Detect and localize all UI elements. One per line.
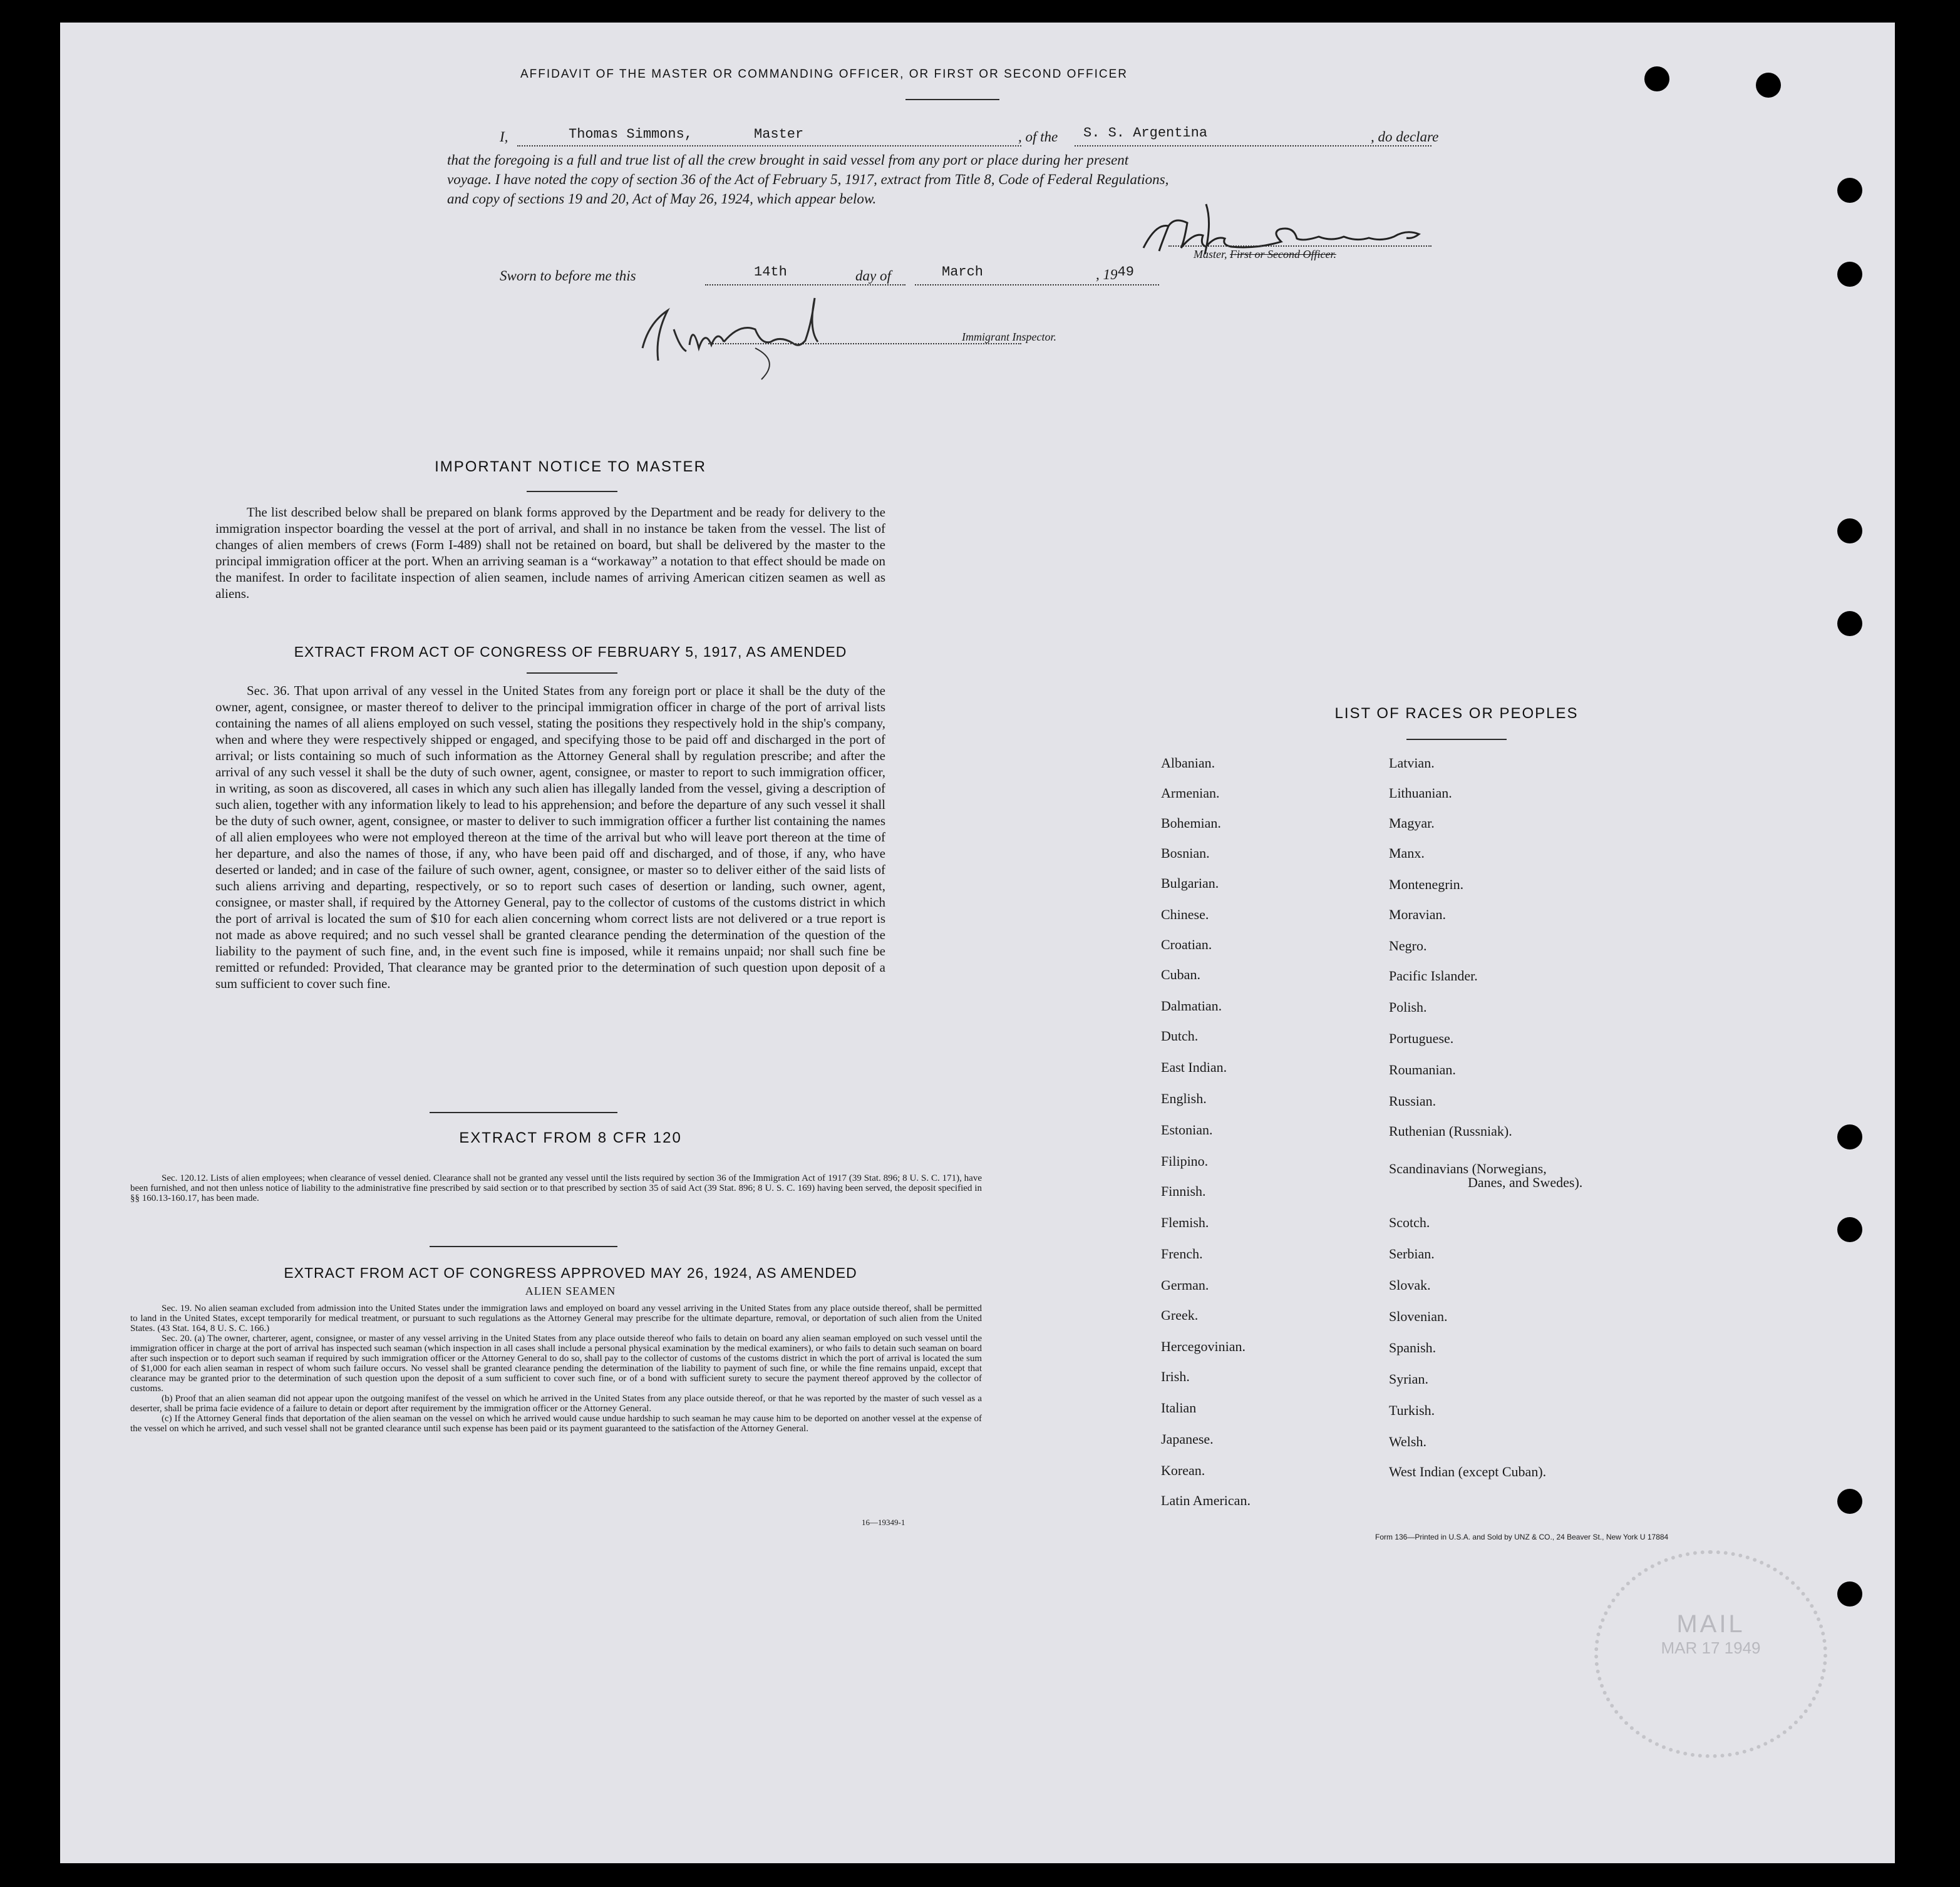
race-item: Slovenian. [1389,1309,1448,1324]
divider [430,1112,617,1113]
race-item: Cuban. [1161,967,1200,982]
race-item: Lithuanian. [1389,785,1452,801]
notice-title: IMPORTANT NOTICE TO MASTER [435,458,706,475]
punch-hole [1837,178,1862,203]
race-item: Bosnian. [1161,845,1210,861]
race-item: Estonian. [1161,1122,1213,1138]
sworn-year-suffix: 49 [1117,264,1134,280]
punch-hole [1837,611,1862,636]
printer-footer: Form 136—Printed in U.S.A. and Sold by UNZ & CO., 24 Beaver St., New York U 17884 [1375,1533,1669,1541]
punch-hole [1837,518,1862,543]
extract-1924-sec20b: (b) Proof that an alien seaman did not appear upon the outgoing manifest of the vessel on which he arrived in the United States from any place outside thereof, or that he was reported by the master of such vessel as a deserter, shall be prima facie evidence of a failure to detain or deport after requirement by the immigration officer or the Attorney General. [130,1394,982,1414]
race-item: Greek. [1161,1307,1199,1323]
race-item: Dalmatian. [1161,998,1222,1014]
race-item: Armenian. [1161,785,1220,801]
races-title: LIST OF RACES OR PEOPLES [1334,705,1579,722]
affidavit-i-label: I, [500,129,508,145]
divider [905,99,999,100]
mail-stamp [1594,1550,1827,1758]
race-item: Turkish. [1389,1402,1435,1418]
race-item: Pacific Islander. [1389,968,1478,984]
extract-1924-body [130,1303,982,1434]
punch-hole [1837,1217,1862,1242]
document-page [60,23,1895,1863]
divider [1406,739,1507,740]
extract-1924-subtitle: ALIEN SEAMEN [525,1285,616,1297]
race-item: Bohemian. [1161,815,1221,831]
race-item-extra: Danes, and Swedes). [1468,1175,1583,1190]
race-item: Scotch. [1389,1215,1430,1230]
do-declare-label: , do declare [1371,129,1439,145]
race-item: Russian. [1389,1093,1436,1109]
extract-1917-title: EXTRACT FROM ACT OF CONGRESS OF FEBRUARY 5, 1917, AS AMENDED [294,644,847,660]
extract-1917-text: Sec. 36. That upon arrival of any vessel in the United States from any foreign port or place it shall be the duty of the owner, agent, consignee, or master thereof to deliver to the principal immigration officer in charge of the port of arrival lists containing the names of all aliens employed on such vessel, stating the positions they respectively hold in the ship's company, when and where they were respectively shipped or engaged, and specifying those to be paid off and discharged in the port of arrival; or lists containing so much of such information as the Attorney General shall by regulation prescribe; and after the arrival of any such vessel it shall be the duty of such owner, agent, consignee, or master to report to such immigration officer, in writing, as soon as discovered, all cases in which any such alien has illegally landed from the vessel, giving a description of such alien, together with any information likely to lead to his apprehension; and before the departure of any such vessel it shall be the duty of such owner, agent, consignee, or master to deliver to such immigration officer a further list containing the names of all alien employees who were not employed thereon at the time of the arrival but who will leave port thereon at the time of her departure, and also the names of those, if any, who have been paid off and discharged, and of those, if any, who have deserted or landed; and in case of the failure of such owner, agent, consignee, or master so to deliver either of the said lists of such aliens arriving and departing, respectively, or so to report such cases of desertion or landing, such owner, agent, consignee, or master shall, if required by the Attorney General, pay to the collector of customs of the customs district in which the port of arrival is located the sum of $10 for each alien concerning whom correct lists are not delivered or a true report is not made as above required; and no such vessel shall be granted clearance pending the determination of the question of the liability to the payment of such fine, and, in the event such fine is imposed, while it remains unpaid; nor shall such fine be remitted or refunded: Provided, That clearance may be granted prior to the determination of such question upon deposit of a sum sufficient to cover such fine. [215,683,885,991]
race-item: Bulgarian. [1161,875,1219,891]
race-item: Croatian. [1161,937,1212,952]
signature-caption-struck: First or Second Officer. [1230,248,1336,260]
race-item: Chinese. [1161,907,1209,922]
race-item: Korean. [1161,1463,1205,1478]
of-the-label: , of the [1018,129,1058,145]
signature-caption [1194,248,1336,261]
race-item: Flemish. [1161,1215,1209,1230]
extract-1924-sec20a: Sec. 20. (a) The owner, charterer, agent, consignee, or master of any vessel arriving in the United States from any place outside thereof who fails to detain on board any alien seaman employed on such vessel until the immigration officer in charge at the port of arrival has inspected such seaman (which inspection in all cases shall include a personal physical examination by the medical examiners), or who fails to detain such seaman on board after such inspection or to deport such seaman if required by such immigration officer or the Attorney General to do so, shall pay to the collector of customs of the customs district in which the port of arrival is located the sum of $1,000 for each alien seaman in respect of whom such failure occurs. No vessel shall be granted clearance pending the determination of the liability to payment of such fine, or while the fine remains unpaid, except that clearance may be granted prior to the determination of such question upon the deposit of a sum sufficient to cover such fine, or of a bond with sufficient surety to secure the payment thereof approved by the collector of customs. [130,1334,982,1394]
vessel-name: S. S. Argentina [1083,125,1208,141]
sworn-day: 14th [754,264,787,280]
affidavit-title: AFFIDAVIT OF THE MASTER OR COMMANDING OFFICER, OR FIRST OR SECOND OFFICER [520,68,1128,81]
race-item: Irish. [1161,1369,1190,1384]
master-name: Thomas Simmons, [569,126,693,142]
sworn-year-prefix: , 19 [1096,267,1118,282]
race-item: Welsh. [1389,1434,1426,1449]
affidavit-line-4: and copy of sections 19 and 20, Act of May 26, 1924, which appear below. [447,191,877,207]
punch-hole [1837,1124,1862,1149]
inspector-caption: Immigrant Inspector. [962,331,1056,343]
divider [527,491,617,492]
race-item: Italian [1161,1400,1197,1416]
race-item: Dutch. [1161,1028,1199,1044]
extract-1924-title: EXTRACT FROM ACT OF CONGRESS APPROVED MAY 26, 1924, AS AMENDED [284,1265,857,1281]
race-item: Latin American. [1161,1493,1251,1508]
race-item: Portuguese. [1389,1031,1454,1046]
punch-hole [1837,1489,1862,1514]
race-item: Latvian. [1389,755,1435,771]
race-item: Manx. [1389,845,1425,861]
extract-1924-sec20c: (c) If the Attorney General finds that deportation of the alien seaman on the vessel on which he arrived would cause undue hardship to such seaman he may cause him to be deported on another vessel at the expense of the vessel on which he arrived, and such vessel shall not be granted clearance until such expense has been paid or its payment guaranteed to the satisfaction of the Attorney General. [130,1414,982,1434]
extract-cfr-title: EXTRACT FROM 8 CFR 120 [459,1129,682,1146]
race-item: Japanese. [1161,1431,1214,1447]
affidavit-line-2: that the foregoing is a full and true list of all the crew brought in said vessel from any port or place during her present [447,152,1129,168]
form-number: 16—19349-1 [862,1518,905,1527]
race-item: Albanian. [1161,755,1215,771]
affidavit-line-3: voyage. I have noted the copy of section 36 of the Act of February 5, 1917, extract from Title 8, Code of Federal Regulations, [447,172,1169,187]
divider [430,1246,617,1247]
inspector-signature [630,285,956,386]
race-item: Serbian. [1389,1246,1435,1262]
punch-hole [1644,66,1669,91]
race-item: Slovak. [1389,1277,1431,1293]
race-item: Montenegrin. [1389,877,1464,892]
sworn-label: Sworn to before me this [500,268,636,284]
signature-line [1168,245,1431,247]
race-item: West Indian (except Cuban). [1389,1464,1547,1479]
sworn-month: March [942,264,984,280]
race-item: Roumanian. [1389,1062,1456,1077]
master-title: Master [754,126,804,142]
race-item: Negro. [1389,938,1427,954]
race-item: French. [1161,1246,1203,1262]
race-item: Syrian. [1389,1371,1428,1387]
race-item: Hercegovinian. [1161,1339,1246,1354]
extract-cfr-text: Sec. 120.12. Lists of alien employees; when clearance of vessel denied. Clearance shall not be granted any vessel until the lists required by section 36 of the Immigration Act of 1917 (39 Stat. 896; 8 U. S. C. 171), have been furnished, and not then unless notice of liability to the administrative fine prescribed by said section or to that prescribed by section 35 of said Act (39 Stat. 896; 8 U. S. C. 169) having been served, the deposit specified in §§ 160.13-160.17, has been made. [130,1173,982,1203]
punch-hole [1837,262,1862,287]
race-item: English. [1161,1091,1207,1106]
day-of-label: day of [855,268,891,284]
stamp-line-1: MAIL [1676,1610,1745,1638]
vessel-name-line [1075,145,1431,147]
signature-caption-master: Master, [1194,248,1227,260]
race-item: Scandinavians (Norwegians, [1389,1161,1547,1176]
extract-1924-sec19: Sec. 19. No alien seaman excluded from admission into the United States under the immigration laws and employed on board any vessel arriving in the United States from any place outside thereof, shall be permitted to land in the United States, except temporarily for medical treatment, or pursuant to such regulations as the Attorney General may prescribe for the ultimate departure, removal, or deportation of such alien from the United States. (43 Stat. 164, 8 U. S. C. 166.) [130,1303,982,1334]
race-item: East Indian. [1161,1059,1227,1075]
race-item: Spanish. [1389,1340,1436,1355]
stamp-line-2: MAR 17 1949 [1661,1638,1761,1657]
race-item: Moravian. [1389,907,1447,922]
race-item: Finnish. [1161,1183,1206,1199]
race-item: German. [1161,1277,1209,1293]
master-name-line [517,145,1021,147]
divider [527,672,617,674]
punch-hole [1837,1581,1862,1607]
race-item: Polish. [1389,999,1427,1015]
punch-hole [1756,73,1781,98]
race-item: Ruthenian (Russniak). [1389,1123,1512,1139]
race-item: Magyar. [1389,815,1435,831]
race-item: Filipino. [1161,1153,1209,1169]
sworn-year [1096,264,1134,284]
notice-text: The list described below shall be prepared on blank forms approved by the Department and be ready for delivery to the immigration inspector boarding the vessel at the port of arrival, and shall in no instance be taken from the vessel. The list of changes of alien members of crews (Form I-489) shall not be retained on board, but shall be delivered by the master to the principal immigration officer at the port. When an arriving seaman is a “workaway” a notation to that effect should be made on the manifest. In order to facilitate inspection of alien seamen, include names of arriving American citizen seamen as well as aliens. [215,505,885,601]
